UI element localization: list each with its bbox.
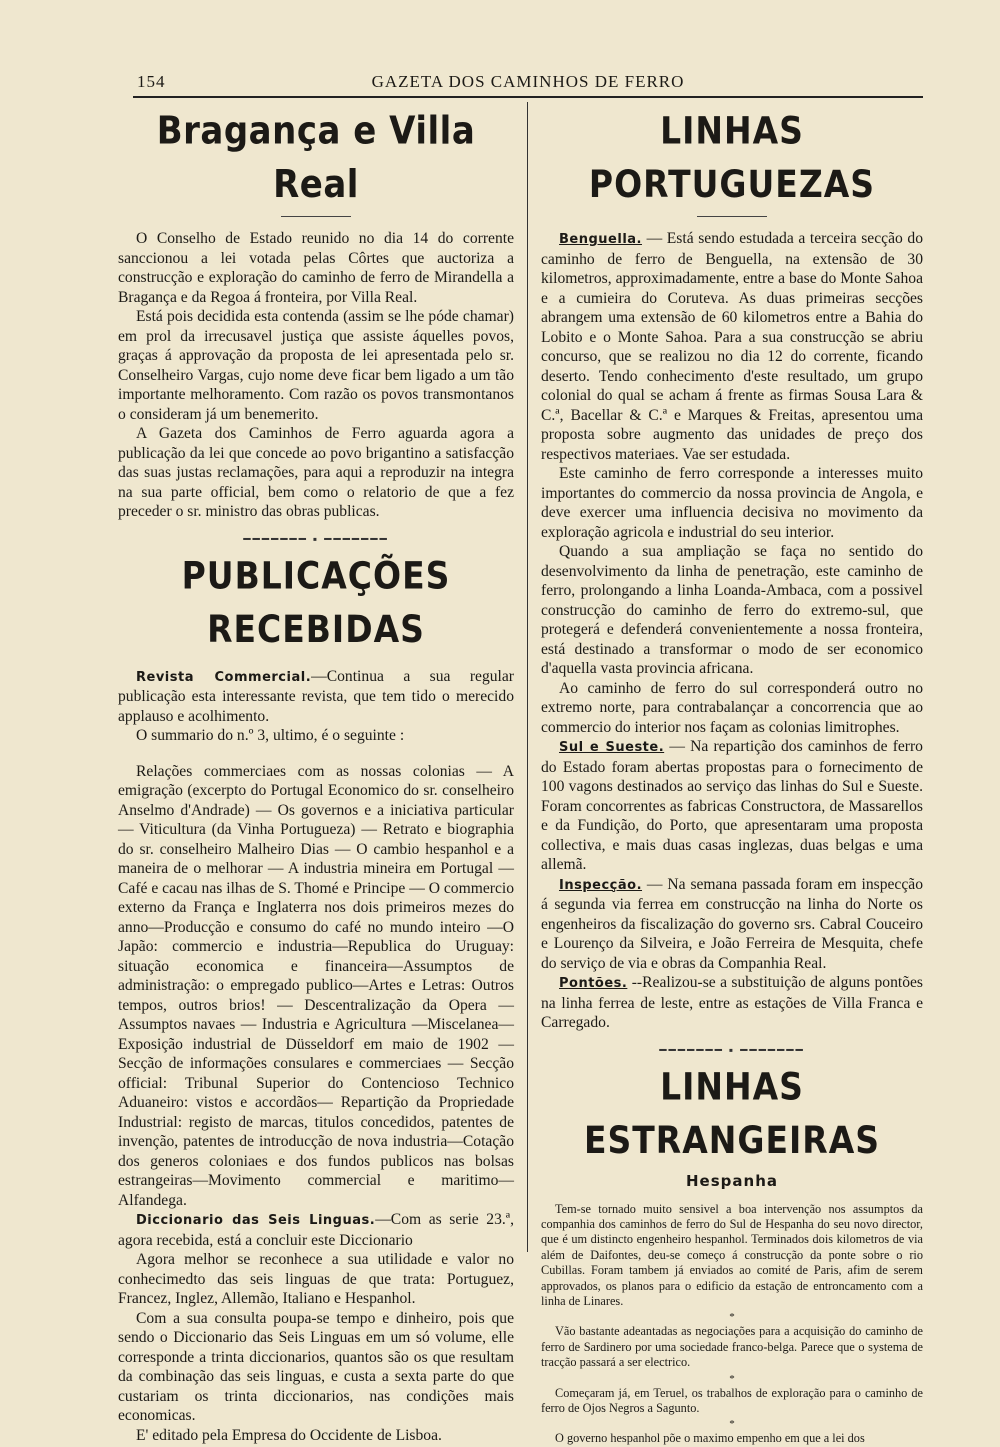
right-column — [541, 104, 923, 1447]
hespanha-paragraph-4: O governo hespanhol põe o maximo empenho em que a lei dos — [555, 1431, 865, 1446]
sul-sueste-text: — Na repartição dos caminhos de ferro do Estado foram abertas propostas para o fornecimento de 100 vagons destinados ao serviço das linhas do Sul e Sueste. Foram concorrentes as fabricas Constructora, de Massarellos e da Fundição, do Porto, que apresentaram uma proposta collectiva, e mais duas casas inglezas, duas belgas e uma allemã. — [541, 738, 923, 873]
linhas-portuguezas-heading: LINHAS PORTUGUEZAS — [588, 108, 876, 207]
benguella-lead: Benguella. — [559, 232, 642, 247]
benguella-paragraph-3: Quando a sua ampliação se faça no sentido do desenvolvimento da linha de penetração, este caminho de ferro, prolongando a linha Loanda-Ambaca, com a possivel construcção do caminho de ferro do extremo-sul, que protegerá e defenderá convenientemente a nossa fronteira, está destinado a transformar o modo de ser economico d'aquella vasta provincia africana. — [541, 543, 923, 677]
sul-sueste-lead: Sul e Sueste. — [559, 740, 665, 755]
benguella-paragraph-2: Este caminho de ferro corresponde a interesses muito importantes do commercio da nossa provincia de Angola, e deve exercer uma influencia decisiva no movimento da exploração agricola e industrial do seu interior. — [541, 465, 923, 541]
braganca-heading: Bragança e Villa Real — [156, 108, 476, 208]
section-ornament: ━━━━━━━ ▪ ━━━━━━━ — [243, 531, 389, 546]
diccionario-paragraph-3: Com a sua consulta poupa-se tempo e dinheiro, pois que sendo o Diccionario das Seis Linguas em um só volume, elle corresponde a trinta diccionarios, quantos são os que resultam da combinação das seis linguas, e custa a sexta parte do que custariam os trinta diccionarios, nas condições mais economicas. — [118, 1309, 514, 1424]
running-head — [133, 70, 923, 98]
diccionario-paragraph-4: E' editado pela Empresa do Occidente de Lisboa. — [136, 1426, 442, 1444]
summary-text: Relações commerciaes com as nossas colonias — A emigração (excerpto do Portugal Economico do sr. conselheiro Anselmo d'Andrade) — Os governos e a iniciativa particular — Viticultura (da Vinha Portugueza) — Retrato e biographia do sr. conselheiro Malheiro Dias — O cambio hespanhol e a maneira de o melhorar — A industria mineira em Portugal — Café e cacau nas ilhas de S. Thomé e Principe — O commercio externo da França e Inglaterra nos dois primeiros mezes do anno—Producção e consumo do café no mundo inteiro —O Japão: commercio e industria—Republica do Uruguay: situação economica e financeira—Assumptos de administração: o empregado publico—Artes e Letras: Outros tempos, outros brios! — Descentralização da Opera — Assumptos navaes — Industria e Agricultura —Miscelanea— Exposição industrial de Düsseldorf em maio de 1902 — Secção de informações consulares e commerciaes — Secção official: Tribunal Superior do Contencioso Technico Aduaneiro: vistos e accordãos— Repartição da Propriedade Industrial: registo de marcas, titulos concedidos, patentes de invenção, patentes de introducção de nova industria—Cotação dos generos coloniaes e dos fundos publicos nas bolsas estrangeiras—Movimento commercial e maritimo—Alfandega. — [118, 762, 514, 1209]
hespanha-paragraph-3: Começaram já, em Teruel, os trabalhos de exploração para o caminho de ferro de Ojos Negros a Sagunto. — [541, 1385, 923, 1415]
left-column — [118, 104, 514, 1445]
section-ornament: ━━━━━━━ ▪ ━━━━━━━ — [659, 1042, 805, 1057]
heading-rule — [281, 216, 351, 217]
diccionario-lead: Diccionario das Seis Linguas. — [136, 1213, 376, 1228]
linhas-estrangeiras-heading: LINHAS ESTRANGEIRAS — [583, 1064, 880, 1162]
separator-star: * — [729, 1311, 735, 1324]
benguella-paragraph-4: Ao caminho de ferro do sul corresponderá outro no extremo norte, para contrabalançar a concorrencia que ao commercio do interior nos façam as colonias limitrophes. — [541, 679, 923, 736]
revista-lead: Revista Commercial. — [136, 669, 312, 685]
column-rule — [527, 102, 528, 1252]
journal-title: GAZETA DOS CAMINHOS DE FERRO — [371, 72, 685, 91]
sul-sueste-paragraph — [541, 737, 923, 875]
pontoes-paragraph — [541, 973, 923, 1033]
pontoes-lead: Pontões. — [559, 976, 628, 991]
heading-rule — [697, 216, 767, 217]
benguella-text: — Está sendo estudada a terceira secção do caminho de ferro de Benguella, na extensão de 30 kilometros, approximadamente, entre a base do Monte Sahoa e a cumieira do Coruteva. As duas primeiras secções abrangem uma extensão de 60 kilometros entre a Bahia do Lobito e o Monte Sahoa. Para a sua construcção se abriu concurso, que se realizou no dia 12 do corrente, ficando deserto. Tendo conhecimento d'este resultado, um grupo colonial do qual se acham á frente as firmas Sousa Lara & C.ª, Bacellar & C.ª e Marques & Freitas, apresentou uma proposta sobre augmento das unidades de preço dos respectivos materiaes. Vae ser estudada. — [541, 230, 923, 463]
page-number: 154 — [137, 72, 166, 91]
diccionario-paragraph — [118, 1210, 514, 1250]
hespanha-subheading: Hespanha — [686, 1171, 778, 1190]
separator-star: * — [729, 1372, 735, 1385]
benguella-paragraph — [541, 229, 923, 464]
diccionario-text: —Com as serie 23.ª, agora recebida, está a concluir este Diccionario — [118, 1211, 514, 1249]
pontoes-text: --Realizou-se a substituição de alguns pontões na linha ferrea de leste, entre as estações de Villa Franca e Carregado. — [541, 974, 923, 1031]
summary-intro: O summario do n.º 3, ultimo, é o seguinte : — [136, 727, 405, 744]
revista-text: —Continua a sua regular publicação esta interessante revista, que tem tido o merecido applauso e acolhimento. — [118, 667, 514, 725]
separator-star: * — [729, 1418, 735, 1431]
hespanha-paragraph-2: Vão bastante adeantadas as negociações para a acquisição do caminho de ferro de Sardinero por uma sociedade franco-belga. Parece que o systema de tracção passará a ser electrico. — [541, 1324, 923, 1370]
revista-paragraph — [118, 667, 514, 727]
hespanha-paragraph-1: Tem-se tornado muito sensivel a boa intervenção nos assumptos da companhia dos caminhos de ferro do Sul de Hespanha do seu novo director, que é um distincto engenheiro hespanhol. Terminados dois kilometros de via além de Daifontes, deu-se começo á construcção da ponte sobre o rio Cubillas. Foram tambem já enviados ao comité de Paris, afim de serem approvados, os planos para o edificio da estação de entroncamento com a linha de Linares. — [541, 1201, 923, 1308]
publicacoes-heading: PUBLICAÇÕES RECEBIDAS — [181, 553, 451, 651]
braganca-paragraph-3: A Gazeta dos Caminhos de Ferro aguarda agora a publicação da lei que concede ao povo brigantino a satisfacção das suas justas reclamações, para aqui a reproduzir na integra na sua parte official, bem como o relatorio de que a fez preceder o sr. ministro das obras publicas. — [118, 425, 514, 520]
inspeccao-lead: Inspecção. — [559, 877, 643, 893]
inspeccao-text: — Na semana passada foram em inspecção á segunda via ferrea em construcção na linha do Norte os engenheiros da fiscalização do governo srs. Cabral Couceiro e Lourenço da Silveira, e João Ferreira de Mesquita, chefe do serviço de via e obras da Companhia Real. — [541, 875, 923, 972]
diccionario-paragraph-2: Agora melhor se reconhece a sua utilidade e valor no conhecimedto das seis linguas de que trata: Portuguez, Francez, Inglez, Allemão, Italiano e Hespanhol. — [118, 1251, 514, 1307]
braganca-paragraph-1: O Conselho de Estado reunido no dia 14 do corrente sanccionou a lei votada pelas Côrtes que auctoriza a construcção e exploração do caminho de ferro de Mirandella a Bragança e da Regoa á fronteira, por Villa Real. — [118, 230, 514, 306]
inspeccao-paragraph — [541, 875, 923, 974]
braganca-paragraph-2: Está pois decidida esta contenda (assim se lhe póde chamar) em prol da irrecusavel justiça que assiste áquelles povos, graças á approvação da proposta de lei apresentada pelo sr. Conselheiro Vargas, cujo nome deve ficar bem ligado a um tão importante melhoramento. Com razão os povos transmontanos o consideram já um benemerito. — [118, 308, 514, 423]
